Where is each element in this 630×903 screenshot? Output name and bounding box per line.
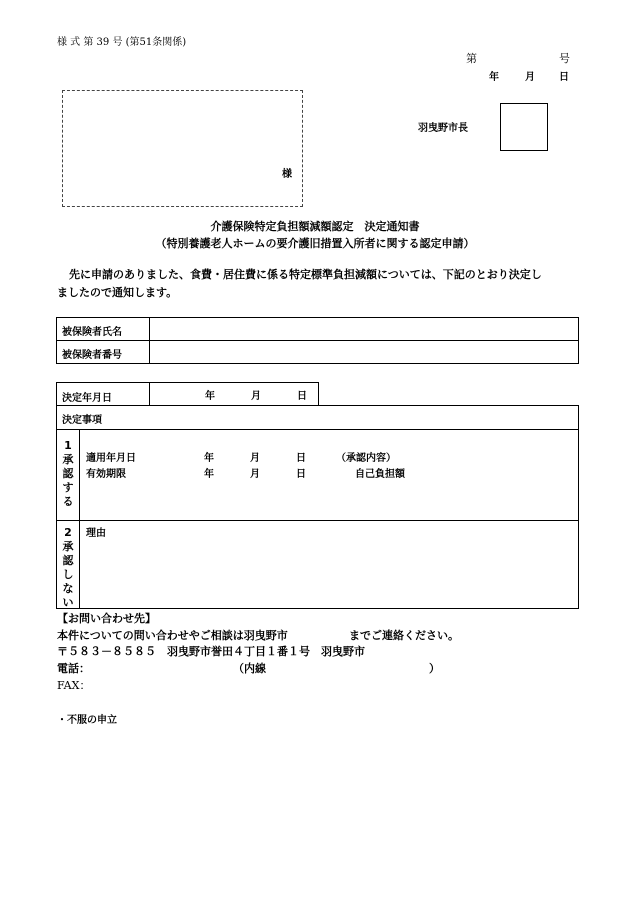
document-subtitle: （特別養護老人ホームの要介護旧措置入所者に関する認定申請） [155,237,475,250]
decision-date-label: 決定年月日 [62,393,112,404]
contact-extension-open: （内線 [233,662,266,675]
valid-period-label: 有効期限 [86,469,126,480]
issue-date-day: 日 [559,72,569,83]
document-title: 介護保険特定負担額減額認定 決定通知書 [210,220,420,233]
decision-items-label: 決定事項 [62,415,102,426]
issue-date-year: 年 [489,72,499,83]
document-number-suffix: 号 [559,52,570,65]
self-pay-label: 自己負担額 [355,469,405,480]
contact-line1-b: までご連絡ください。 [349,629,459,642]
apply-date-year: 年 [204,453,214,464]
seal-box [500,103,548,151]
form-number: 様 式 第 39 号 (第51条関係) [57,37,187,48]
addressee-box [62,90,303,207]
issuer-name: 羽曳野市長 [418,123,468,134]
apply-date-label: 適用年月日 [86,453,136,464]
decision-date-year: 年 [205,391,215,402]
addressee-honorific: 様 [282,169,292,180]
contact-heading: 【お問い合わせ先】 [57,612,156,625]
apply-date-day: 日 [296,453,306,464]
issue-date-month: 月 [525,72,535,83]
reason-label: 理由 [86,528,106,539]
valid-period-day: 日 [296,469,306,480]
approve-section-label: 1 承 認 す る [62,439,74,508]
insured-number-label: 被保険者番号 [62,350,122,361]
document-number-prefix: 第 [466,52,477,65]
insured-number-field[interactable] [151,342,577,362]
valid-period-year: 年 [204,469,214,480]
contact-fax-label: FAX： [57,679,91,692]
contact-line1-a: 本件についての問い合わせやご相談は羽曳野市 [57,629,288,642]
valid-period-month: 月 [250,469,260,480]
decision-date-month: 月 [251,391,261,402]
body-text-line2: ましたので通知します。 [57,286,178,299]
appeal-note: ・不服の申立 [57,715,117,726]
insured-name-field[interactable] [151,319,577,339]
contact-tel-label: 電話： [57,662,90,675]
approval-content-label: （承認内容） [336,453,396,464]
insured-name-label: 被保険者氏名 [62,327,122,338]
contact-address: 〒５８３－８５８５ 羽曳野市誉田４丁目１番１号 羽曳野市 [57,645,365,658]
contact-extension-close: ） [429,662,440,675]
decision-items-table [56,405,579,609]
apply-date-month: 月 [250,453,260,464]
body-text-line1: 先に申請のありました、食費・居住費に係る特定標準負担減額については、下記のとおり決定し [69,268,542,281]
deny-section-label: 2 承 認 し な い [62,526,74,609]
decision-date-day: 日 [297,391,307,402]
